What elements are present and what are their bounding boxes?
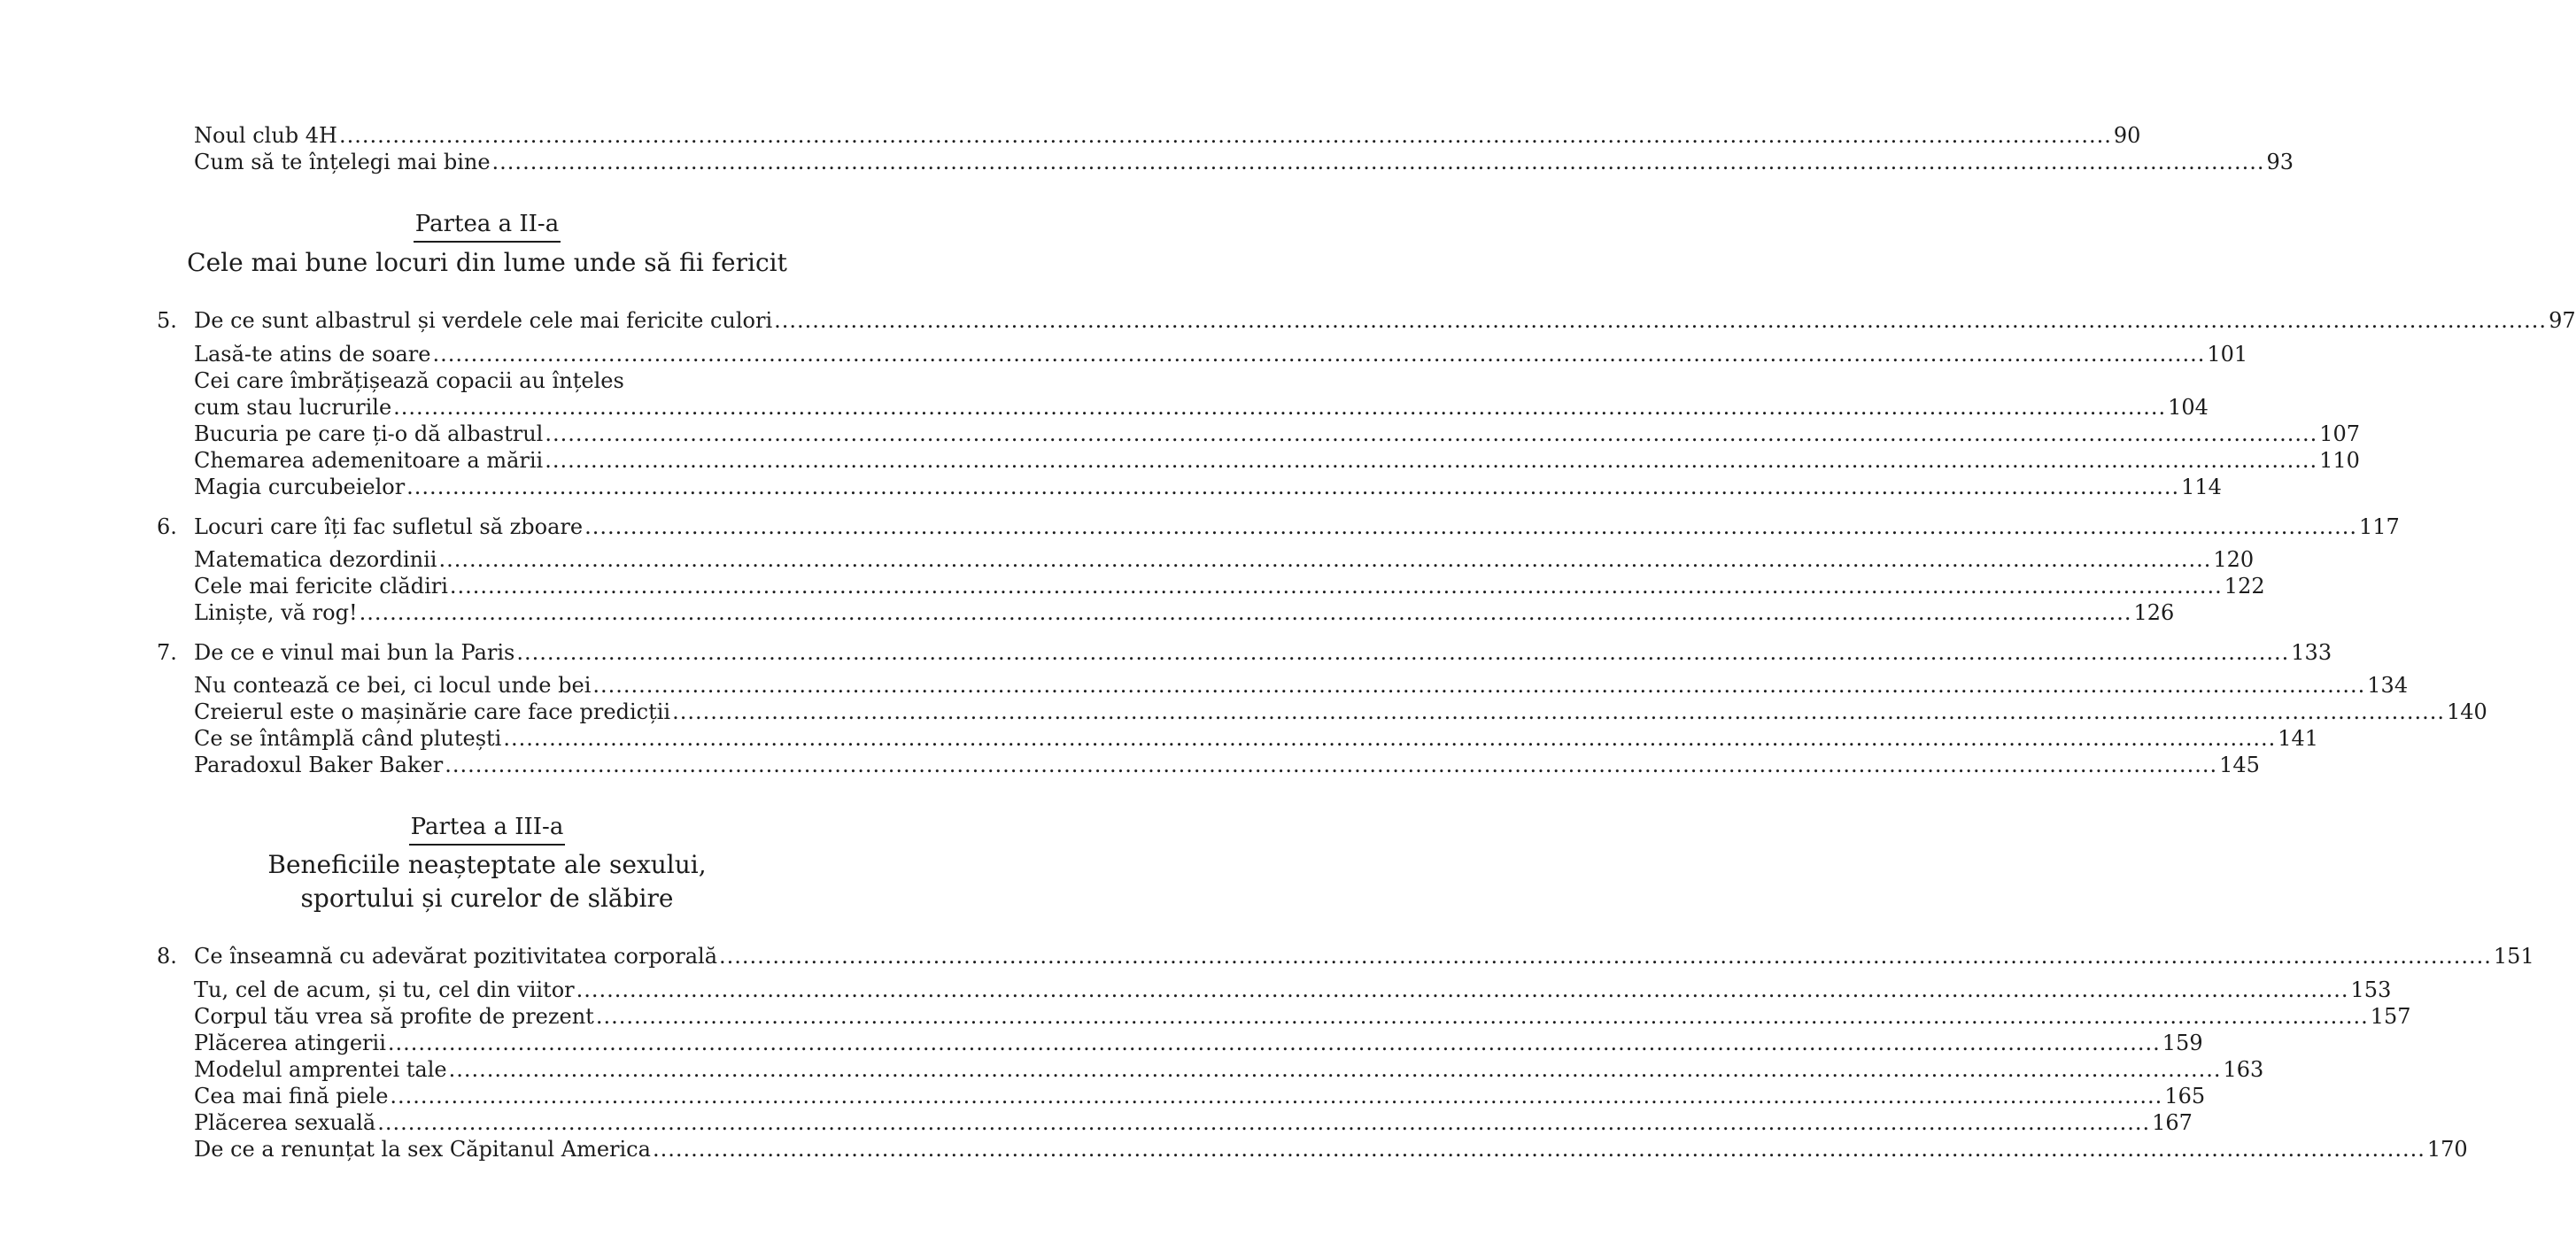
dot-leader (337, 122, 2114, 149)
part-label-text: Partea a II-a (414, 210, 561, 243)
dot-leader (443, 752, 2219, 778)
part-title-line1: Beneficiile neașteptate ale sexului, (267, 850, 707, 879)
chapter-title: Ce înseamnă cu adevărat pozitivitatea corporală (194, 944, 717, 969)
dot-leader (491, 149, 2267, 175)
chapter-page: 117 (2359, 514, 2400, 539)
section-entry[interactable] (194, 573, 2265, 599)
dot-leader (575, 977, 2351, 1003)
section-page: 163 (2223, 1057, 2264, 1082)
chapter-title: De ce sunt albastrul și verdele cele mai fericite culori (194, 308, 773, 333)
chapter-number: 7. (157, 640, 177, 665)
chapter-page: 133 (2291, 640, 2332, 665)
section-title: Lasă-te atins de soare (194, 342, 431, 367)
dot-leader (375, 1109, 2152, 1136)
dot-leader (591, 672, 2367, 699)
dot-leader (594, 1003, 2371, 1030)
dot-leader (358, 599, 2134, 626)
dot-leader (447, 1056, 2224, 1083)
section-page: 134 (2367, 673, 2409, 698)
section-title: Modelul amprentei tale (194, 1057, 447, 1082)
section-title: Nu contează ce bei, ci locul unde bei (194, 673, 592, 698)
part-label (0, 813, 974, 846)
dot-leader (772, 307, 2549, 334)
section-title: Chemarea ademenitoare a mării (194, 448, 544, 473)
entry-title: Noul club 4H (194, 123, 337, 148)
section-page: 157 (2370, 1004, 2411, 1029)
entry-page: 90 (2113, 123, 2141, 148)
section-page: 114 (2181, 475, 2222, 499)
section-entry[interactable] (194, 1056, 2264, 1083)
section-page: 165 (2164, 1084, 2206, 1108)
section-title: Bucuria pe care ți-o dă albastrul (194, 421, 544, 446)
dot-leader (543, 421, 2319, 447)
section-page: 120 (2213, 547, 2255, 572)
section-title: Matematica dezordinii (194, 547, 437, 572)
section-page: 159 (2162, 1031, 2203, 1055)
section-entry[interactable] (194, 725, 2319, 752)
section-page: 101 (2207, 342, 2248, 367)
section-page: 153 (2350, 977, 2392, 1002)
chapter-page: 151 (2493, 944, 2534, 969)
dot-leader (543, 447, 2319, 474)
dot-leader (448, 573, 2224, 599)
entry-title: Cum să te înțelegi mai bine (194, 150, 491, 174)
dot-leader (651, 1136, 2427, 1162)
section-page: 170 (2426, 1137, 2468, 1162)
toc-entry[interactable] (194, 149, 2294, 175)
section-entry[interactable] (194, 367, 2209, 421)
section-title: Tu, cel de acum, și tu, cel din viitor (194, 977, 575, 1002)
chapter-number: 8. (157, 944, 177, 969)
section-entry[interactable] (194, 1083, 2206, 1109)
dot-leader (670, 699, 2447, 725)
section-entry[interactable] (194, 1003, 2411, 1030)
entry-page: 93 (2266, 150, 2294, 174)
dot-leader (501, 725, 2278, 752)
section-page: 126 (2133, 600, 2175, 625)
section-title: De ce a renunțat la sex Căpitanul America (194, 1137, 651, 1162)
section-page: 122 (2224, 574, 2265, 599)
section-page: 110 (2319, 448, 2360, 473)
section-entry[interactable] (194, 1136, 2468, 1162)
section-entry[interactable] (194, 599, 2175, 626)
section-entry[interactable] (194, 1109, 2193, 1136)
section-page: 167 (2152, 1110, 2193, 1135)
section-entry[interactable] (194, 672, 2409, 699)
dot-leader (514, 639, 2291, 666)
section-entry[interactable] (194, 977, 2392, 1003)
section-title: Magia curcubeielor (194, 475, 406, 499)
section-title: Plăcerea atingerii (194, 1031, 386, 1055)
dot-leader (717, 943, 2494, 969)
section-page: 141 (2278, 726, 2319, 751)
section-title: Corpul tău vrea să profite de prezent (194, 1004, 594, 1029)
chapter-number: 6. (157, 514, 177, 539)
chapter-entry[interactable] (157, 639, 2332, 666)
toc-entry[interactable] (194, 122, 2141, 149)
section-title: cum stau lucrurile (194, 395, 392, 420)
section-entry[interactable] (194, 341, 2248, 367)
dot-leader (405, 474, 2181, 500)
dot-leader (388, 1083, 2164, 1109)
section-title: Paradoxul Baker Baker (194, 753, 444, 777)
section-entry[interactable] (194, 546, 2255, 573)
section-title: Plăcerea sexuală (194, 1110, 376, 1135)
chapter-entry[interactable] (157, 307, 2576, 334)
part-title: Cele mai bune locuri din lume unde să fii fericit (187, 248, 787, 277)
dot-leader (437, 546, 2213, 573)
section-page: 107 (2319, 421, 2361, 446)
section-title: Ce se întâmplă când plutești (194, 726, 502, 751)
section-title-line1: Cei care îmbrățișează copacii au înțeles (194, 368, 624, 393)
section-page: 140 (2446, 699, 2487, 724)
part-label-text: Partea a III-a (409, 813, 566, 846)
section-title: Liniște, vă rog! (194, 600, 358, 625)
dot-leader (430, 341, 2207, 367)
section-entry[interactable] (194, 447, 2360, 474)
chapter-entry[interactable] (157, 943, 2534, 969)
dot-leader (391, 394, 2168, 421)
dot-leader (583, 514, 2359, 540)
dot-leader (386, 1030, 2162, 1056)
chapter-title: Locuri care îți fac sufletul să zboare (194, 514, 584, 539)
chapter-number: 5. (157, 308, 177, 333)
part-title-line2: sportului și curelor de slăbire (300, 884, 674, 913)
section-page: 145 (2219, 753, 2260, 777)
section-entry[interactable] (194, 1030, 2203, 1056)
section-title: Cele mai fericite clădiri (194, 574, 448, 599)
section-page: 104 (2168, 395, 2209, 420)
section-title: Cea mai fină piele (194, 1084, 389, 1108)
chapter-page: 97 (2549, 308, 2576, 333)
section-entry[interactable] (194, 699, 2487, 725)
section-entry[interactable] (194, 752, 2260, 778)
chapter-title: De ce e vinul mai bun la Paris (194, 640, 515, 665)
part-label (0, 210, 974, 243)
section-entry[interactable] (194, 474, 2222, 500)
section-entry[interactable] (194, 421, 2361, 447)
section-title: Creierul este o mașinărie care face predicții (194, 699, 671, 724)
chapter-entry[interactable] (157, 514, 2400, 540)
